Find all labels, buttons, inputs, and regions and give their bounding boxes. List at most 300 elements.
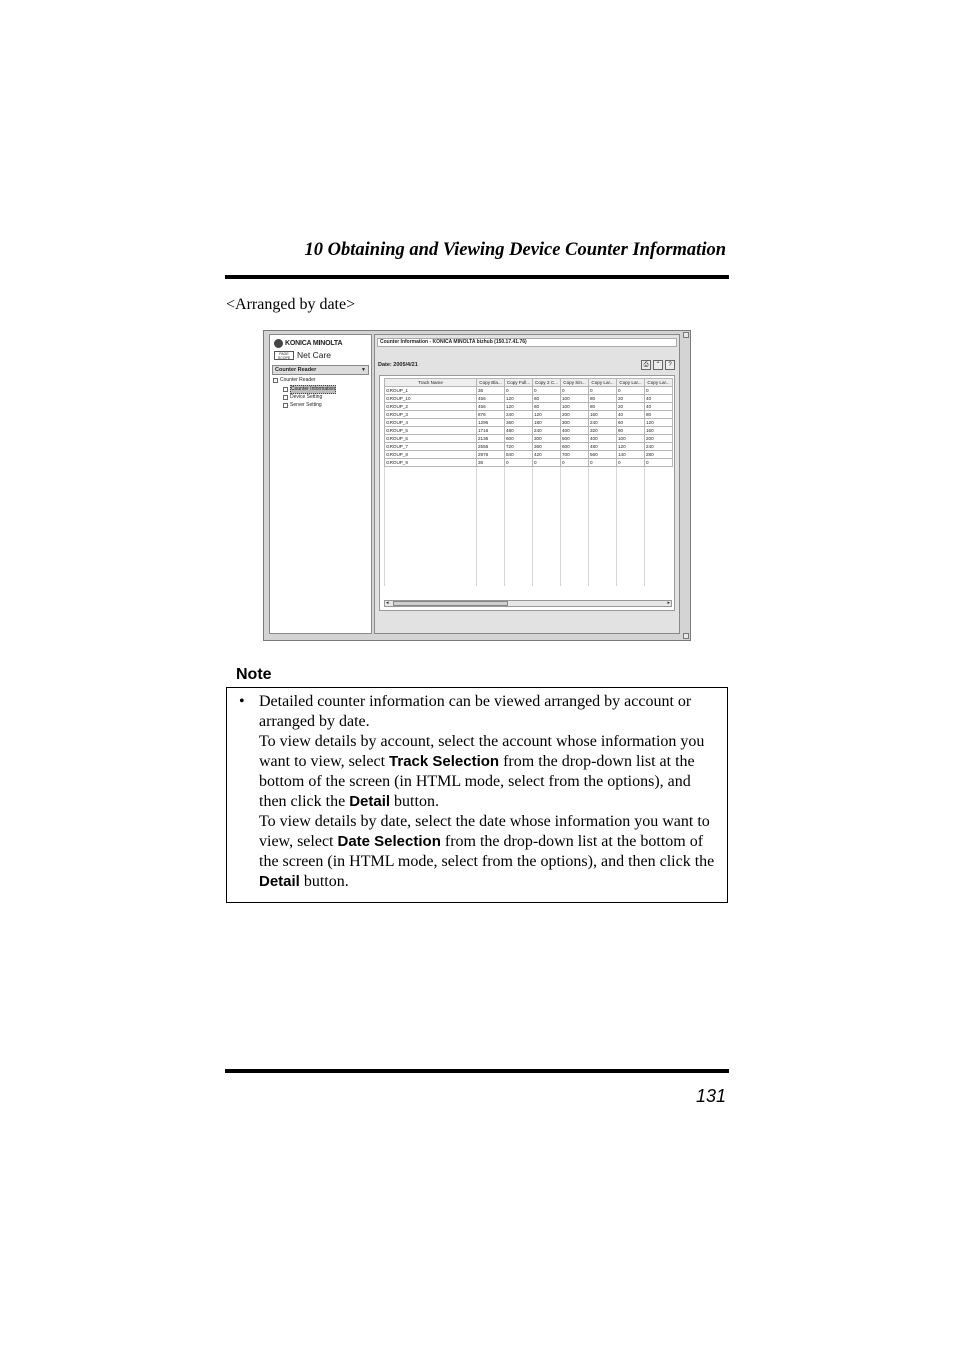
column-header[interactable]: Copy Bla... <box>477 379 505 387</box>
empty-cell <box>385 488 477 495</box>
table-cell: GROUP_2 <box>385 403 477 411</box>
table-cell: 600 <box>561 443 589 451</box>
print-button[interactable] <box>641 360 651 370</box>
empty-cell <box>617 565 645 572</box>
empty-row <box>385 481 673 488</box>
empty-cell <box>561 495 589 502</box>
table-cell: 0 <box>505 387 533 395</box>
table-cell: 100 <box>617 435 645 443</box>
table-cell: GROUP_10 <box>385 395 477 403</box>
empty-cell <box>589 579 617 586</box>
table-cell: 160 <box>645 427 673 435</box>
table-row[interactable] <box>385 451 673 459</box>
folder-icon <box>273 378 278 383</box>
empty-cell <box>505 565 533 572</box>
table-cell: 120 <box>617 443 645 451</box>
table-cell: 120 <box>645 419 673 427</box>
content-pane <box>374 334 680 634</box>
date-selection-term: Date Selection <box>337 833 441 850</box>
empty-cell <box>477 467 505 474</box>
table-cell: 60 <box>533 395 561 403</box>
pagescope-icon: PAGE SCOPE <box>274 351 294 360</box>
empty-row <box>385 523 673 530</box>
window-scroll-up[interactable] <box>683 332 689 338</box>
table-cell: 400 <box>561 427 589 435</box>
empty-cell <box>505 579 533 586</box>
table-cell: 2136 <box>477 435 505 443</box>
empty-row <box>385 551 673 558</box>
table-cell: 280 <box>645 451 673 459</box>
empty-cell <box>533 551 561 558</box>
empty-row <box>385 474 673 481</box>
empty-cell <box>385 495 477 502</box>
empty-cell <box>561 565 589 572</box>
empty-row <box>385 530 673 537</box>
empty-row <box>385 537 673 544</box>
empty-row <box>385 509 673 516</box>
table-cell: 0 <box>617 387 645 395</box>
bullet: • <box>239 693 245 710</box>
empty-cell <box>561 516 589 523</box>
empty-cell <box>561 544 589 551</box>
empty-cell <box>533 495 561 502</box>
table-cell: 0 <box>561 459 589 467</box>
horizontal-scrollbar[interactable] <box>384 600 672 607</box>
table-cell: 0 <box>617 459 645 467</box>
empty-cell <box>477 502 505 509</box>
table-cell: 100 <box>561 395 589 403</box>
empty-cell <box>385 509 477 516</box>
empty-row <box>385 516 673 523</box>
empty-cell <box>533 502 561 509</box>
empty-cell <box>617 502 645 509</box>
screenshot-figure <box>263 330 691 641</box>
empty-cell <box>617 474 645 481</box>
column-header[interactable]: Copy Lar... <box>589 379 617 387</box>
empty-cell <box>645 530 673 537</box>
table-cell: 500 <box>561 435 589 443</box>
empty-cell <box>533 530 561 537</box>
empty-cell <box>617 481 645 488</box>
empty-cell <box>533 558 561 565</box>
empty-cell <box>505 558 533 565</box>
note-paragraph-2 <box>259 732 721 812</box>
empty-cell <box>505 495 533 502</box>
table-cell: 300 <box>533 435 561 443</box>
table-row[interactable] <box>385 419 673 427</box>
empty-cell <box>533 523 561 530</box>
empty-row <box>385 488 673 495</box>
table-cell: 876 <box>477 411 505 419</box>
table-row[interactable] <box>385 403 673 411</box>
table-cell: 300 <box>561 419 589 427</box>
empty-cell <box>645 565 673 572</box>
empty-cell <box>477 558 505 565</box>
column-header[interactable]: Copy Lar... <box>617 379 645 387</box>
empty-cell <box>561 502 589 509</box>
table-cell: 80 <box>589 403 617 411</box>
table-cell: 80 <box>617 427 645 435</box>
empty-cell <box>385 558 477 565</box>
empty-cell <box>385 565 477 572</box>
column-header[interactable]: Copy Full... <box>505 379 533 387</box>
table-cell: GROUP_8 <box>385 451 477 459</box>
empty-cell <box>533 509 561 516</box>
empty-cell <box>533 467 561 474</box>
empty-cell <box>589 572 617 579</box>
empty-cell <box>617 467 645 474</box>
table-cell: 36 <box>477 387 505 395</box>
empty-cell <box>617 509 645 516</box>
up-button[interactable] <box>653 360 663 370</box>
empty-cell <box>645 502 673 509</box>
table-cell: 1716 <box>477 427 505 435</box>
table-cell: 480 <box>505 427 533 435</box>
panel-title: Counter Information - KONICA MINOLTA bizhub (150.17.41.76) <box>377 338 677 347</box>
table-cell: 2556 <box>477 443 505 451</box>
empty-cell <box>533 488 561 495</box>
table-cell: GROUP_9 <box>385 459 477 467</box>
date-label: Date: 2005/4/21 <box>378 362 418 368</box>
table-cell: GROUP_6 <box>385 435 477 443</box>
empty-cell <box>561 523 589 530</box>
empty-cell <box>617 530 645 537</box>
empty-cell <box>477 523 505 530</box>
nav-tree <box>273 377 336 409</box>
table-cell: GROUP_7 <box>385 443 477 451</box>
empty-cell <box>589 467 617 474</box>
empty-cell <box>645 488 673 495</box>
empty-cell <box>477 551 505 558</box>
table-cell: 320 <box>589 427 617 435</box>
empty-cell <box>477 481 505 488</box>
empty-cell <box>533 516 561 523</box>
empty-cell <box>645 474 673 481</box>
section-label: <Arranged by date> <box>226 296 356 313</box>
empty-cell <box>645 537 673 544</box>
empty-cell <box>561 537 589 544</box>
counter-table-frame <box>379 375 675 611</box>
empty-cell <box>385 537 477 544</box>
empty-cell <box>589 523 617 530</box>
empty-cell <box>589 488 617 495</box>
konica-minolta-logo-icon <box>274 339 283 348</box>
empty-cell <box>385 467 477 474</box>
empty-cell <box>477 537 505 544</box>
empty-cell <box>505 572 533 579</box>
table-cell: 80 <box>645 411 673 419</box>
empty-cell <box>589 502 617 509</box>
empty-cell <box>505 516 533 523</box>
table-cell: 60 <box>617 419 645 427</box>
empty-cell <box>385 544 477 551</box>
table-cell: 456 <box>477 403 505 411</box>
product-name: Net Care <box>297 350 332 360</box>
note-text-run: button. <box>390 793 439 810</box>
chevron-down-icon: ▼ <box>361 367 366 373</box>
printer-icon: ⎙ <box>643 362 649 368</box>
empty-cell <box>385 579 477 586</box>
table-row[interactable] <box>385 387 673 395</box>
note-heading: Note <box>236 666 272 683</box>
window-scroll-down[interactable] <box>683 633 689 639</box>
table-cell: 0 <box>645 387 673 395</box>
header-rule <box>225 275 729 279</box>
empty-cell <box>589 474 617 481</box>
empty-cell <box>477 509 505 516</box>
empty-cell <box>477 544 505 551</box>
table-cell: 60 <box>533 403 561 411</box>
empty-row <box>385 502 673 509</box>
chapter-title: 10 Obtaining and Viewing Device Counter Information <box>304 240 726 260</box>
empty-row <box>385 495 673 502</box>
table-row[interactable] <box>385 459 673 467</box>
table-cell: 120 <box>505 395 533 403</box>
empty-cell <box>645 467 673 474</box>
table-cell: 100 <box>561 403 589 411</box>
empty-cell <box>561 467 589 474</box>
table-cell: 420 <box>533 451 561 459</box>
note-text <box>259 692 721 892</box>
empty-cell <box>617 579 645 586</box>
empty-cell <box>617 537 645 544</box>
empty-cell <box>589 495 617 502</box>
empty-cell <box>645 558 673 565</box>
empty-cell <box>505 544 533 551</box>
table-cell: 560 <box>589 451 617 459</box>
empty-cell <box>589 551 617 558</box>
table-cell: 240 <box>589 419 617 427</box>
table-row[interactable] <box>385 435 673 443</box>
footer-rule <box>225 1069 729 1073</box>
track-selection-term: Track Selection <box>389 753 500 770</box>
table-cell: GROUP_1 <box>385 387 477 395</box>
empty-row <box>385 467 673 474</box>
empty-cell <box>617 558 645 565</box>
empty-cell <box>645 579 673 586</box>
chevron-up-icon: ⌃ <box>655 362 661 368</box>
empty-row <box>385 579 673 586</box>
empty-cell <box>477 488 505 495</box>
empty-cell <box>589 481 617 488</box>
empty-cell <box>385 523 477 530</box>
detail-term: Detail <box>259 873 300 890</box>
column-header[interactable]: Copy Sin... <box>561 379 589 387</box>
navigation-pane <box>269 334 372 634</box>
table-cell: 360 <box>533 443 561 451</box>
empty-row <box>385 544 673 551</box>
scroll-left-icon[interactable]: ◂ <box>386 600 389 606</box>
detail-term: Detail <box>349 793 391 810</box>
table-cell: 200 <box>561 411 589 419</box>
empty-cell <box>561 558 589 565</box>
empty-row <box>385 558 673 565</box>
tree-item-counter-reader[interactable]: Counter Reader <box>273 377 336 385</box>
empty-cell <box>477 565 505 572</box>
table-row[interactable] <box>385 395 673 403</box>
counter-icon <box>283 387 288 392</box>
empty-cell <box>477 579 505 586</box>
table-cell: 0 <box>645 459 673 467</box>
note-box <box>226 687 728 903</box>
table-cell: 140 <box>617 451 645 459</box>
empty-cell <box>477 572 505 579</box>
table-cell: 480 <box>589 443 617 451</box>
empty-cell <box>533 572 561 579</box>
tree-item-counter-information[interactable]: Counter Information <box>273 385 336 395</box>
empty-cell <box>617 544 645 551</box>
table-cell: 0 <box>505 459 533 467</box>
table-cell: 180 <box>533 419 561 427</box>
empty-cell <box>617 516 645 523</box>
table-cell: GROUP_4 <box>385 419 477 427</box>
brand-logo <box>274 339 342 348</box>
empty-cell <box>505 481 533 488</box>
empty-cell <box>589 537 617 544</box>
tree-item-server-setting[interactable]: Server Setting <box>273 402 336 410</box>
table-cell: 160 <box>589 411 617 419</box>
column-header[interactable]: Track Name <box>385 379 477 387</box>
table-cell: 40 <box>645 395 673 403</box>
empty-cell <box>385 474 477 481</box>
empty-cell <box>645 544 673 551</box>
empty-cell <box>589 558 617 565</box>
empty-cell <box>561 509 589 516</box>
table-row[interactable] <box>385 443 673 451</box>
empty-cell <box>533 474 561 481</box>
table-cell: 0 <box>589 459 617 467</box>
mode-select-value: Counter Reader <box>275 367 317 373</box>
table-cell: 40 <box>645 403 673 411</box>
empty-cell <box>385 481 477 488</box>
table-cell: 720 <box>505 443 533 451</box>
empty-cell <box>561 551 589 558</box>
server-icon <box>283 403 288 408</box>
table-cell: 200 <box>645 435 673 443</box>
empty-cell <box>477 474 505 481</box>
empty-cell <box>533 544 561 551</box>
empty-cell <box>385 530 477 537</box>
table-cell: 0 <box>561 387 589 395</box>
table-cell: 1296 <box>477 419 505 427</box>
empty-cell <box>645 516 673 523</box>
empty-row <box>385 572 673 579</box>
note-paragraph-1: Detailed counter information can be viewed arranged by account or arranged by date. <box>259 693 692 730</box>
empty-cell <box>645 572 673 579</box>
device-icon <box>283 395 288 400</box>
note-text-run: button. <box>299 873 349 890</box>
table-cell: 120 <box>505 403 533 411</box>
table-cell: 2976 <box>477 451 505 459</box>
table-cell: 120 <box>533 411 561 419</box>
empty-cell <box>477 516 505 523</box>
empty-cell <box>645 523 673 530</box>
table-cell: 0 <box>533 387 561 395</box>
column-header[interactable]: Copy 2 C... <box>533 379 561 387</box>
mode-select[interactable] <box>272 365 369 375</box>
empty-row <box>385 565 673 572</box>
table-cell: GROUP_3 <box>385 411 477 419</box>
note-text-run: from the drop-down list at the bottom of the screen (in HTML mode, select from the options), and then click the <box>259 753 695 810</box>
empty-cell <box>505 474 533 481</box>
table-cell: 240 <box>645 443 673 451</box>
empty-cell <box>645 509 673 516</box>
note-text-run: To view details by date, select the date whose information you want to view, select <box>259 813 710 850</box>
table-cell: 36 <box>477 459 505 467</box>
empty-cell <box>589 509 617 516</box>
empty-cell <box>561 481 589 488</box>
tree-item-device-setting[interactable]: Device Setting <box>273 394 336 402</box>
empty-cell <box>645 481 673 488</box>
empty-cell <box>589 530 617 537</box>
note-text-run: To view details by account, select the account whose information you want to view, select <box>259 733 705 770</box>
empty-cell <box>477 495 505 502</box>
empty-cell <box>589 565 617 572</box>
table-cell: 400 <box>589 435 617 443</box>
empty-cell <box>505 488 533 495</box>
table-cell: 0 <box>533 459 561 467</box>
empty-cell <box>617 495 645 502</box>
scroll-thumb[interactable] <box>393 601 508 606</box>
counter-table <box>384 378 673 586</box>
empty-cell <box>589 516 617 523</box>
empty-cell <box>617 488 645 495</box>
empty-cell <box>505 523 533 530</box>
table-cell: GROUP_5 <box>385 427 477 435</box>
table-cell: 240 <box>533 427 561 435</box>
note-paragraph-3 <box>259 812 721 892</box>
product-title <box>274 350 331 360</box>
empty-cell <box>561 488 589 495</box>
table-row[interactable] <box>385 427 673 435</box>
toolbar <box>641 360 675 370</box>
table-cell: 240 <box>505 411 533 419</box>
table-cell: 840 <box>505 451 533 459</box>
empty-cell <box>561 579 589 586</box>
empty-cell <box>533 537 561 544</box>
empty-cell <box>505 551 533 558</box>
empty-cell <box>385 516 477 523</box>
table-cell: 80 <box>589 395 617 403</box>
table-cell: 40 <box>617 411 645 419</box>
empty-cell <box>645 495 673 502</box>
table-cell: 700 <box>561 451 589 459</box>
empty-cell <box>385 551 477 558</box>
empty-cell <box>533 481 561 488</box>
table-cell: 20 <box>617 403 645 411</box>
empty-cell <box>561 530 589 537</box>
table-cell: 0 <box>589 387 617 395</box>
empty-cell <box>505 502 533 509</box>
empty-cell <box>505 467 533 474</box>
table-row[interactable] <box>385 411 673 419</box>
empty-cell <box>645 551 673 558</box>
empty-cell <box>505 530 533 537</box>
column-header[interactable]: Copy Lar... <box>645 379 673 387</box>
table-header-row <box>385 379 673 387</box>
empty-cell <box>505 509 533 516</box>
help-icon: ? <box>668 362 672 368</box>
empty-cell <box>385 572 477 579</box>
note-text-run: from the drop-down list at the bottom of the screen (in HTML mode, select from the options), and then click the <box>259 833 715 870</box>
help-button[interactable] <box>665 360 675 370</box>
scroll-right-icon[interactable]: ▸ <box>667 600 670 606</box>
page-number: 131 <box>695 1086 726 1106</box>
brand-name: KONICA MINOLTA <box>285 340 343 347</box>
table-cell: 20 <box>617 395 645 403</box>
empty-cell <box>617 523 645 530</box>
empty-cell <box>561 474 589 481</box>
